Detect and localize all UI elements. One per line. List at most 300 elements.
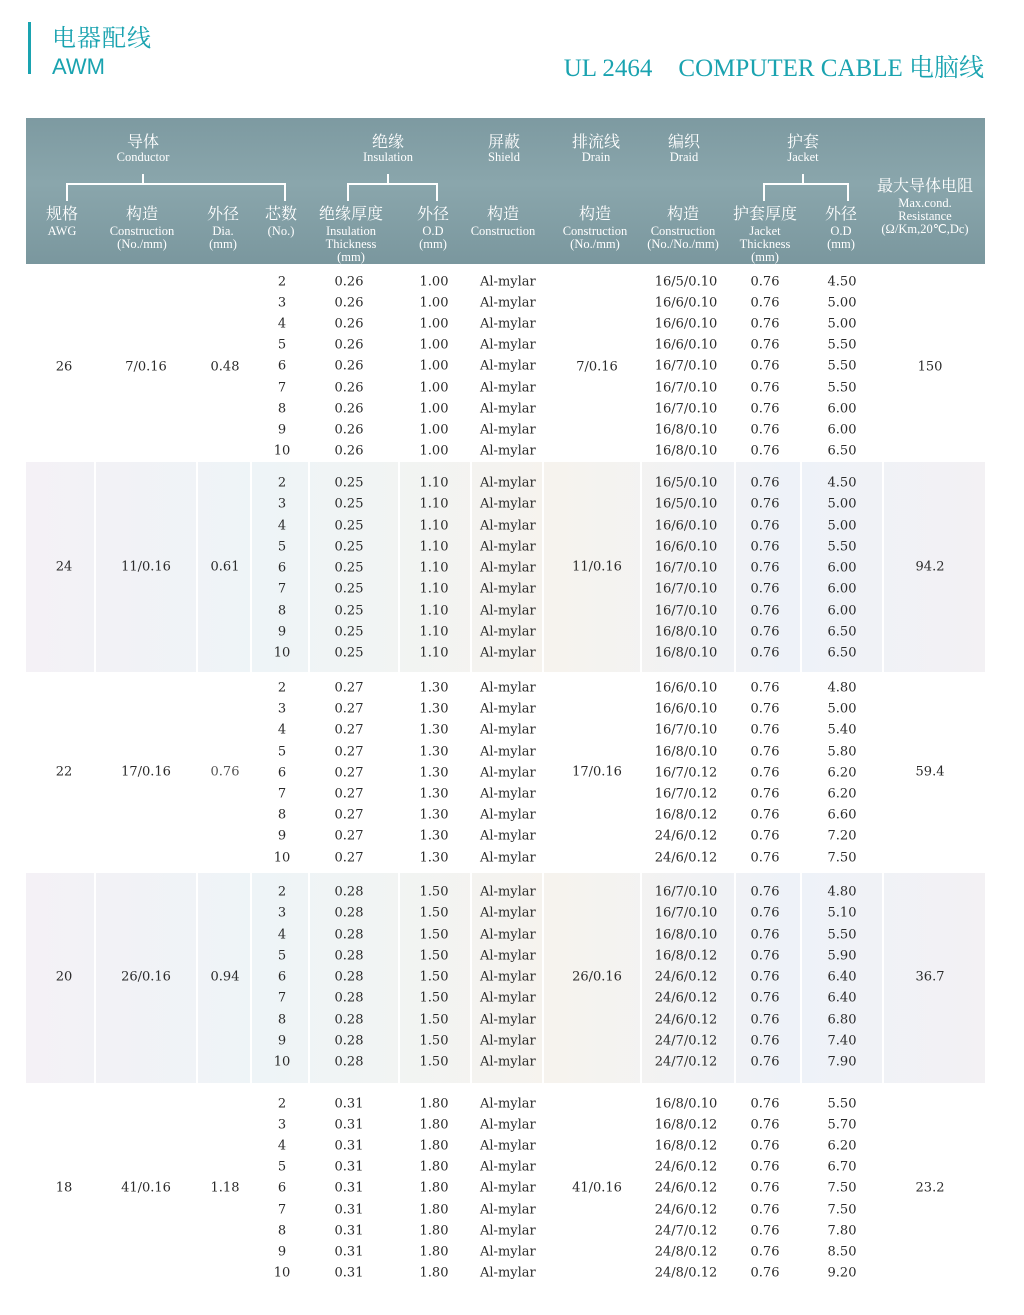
ins-thickness-cell: 0.31 bbox=[334, 1138, 364, 1154]
jacket-od-cell: 7.50 bbox=[827, 1202, 857, 1217]
shield-cell: Al-mylar bbox=[480, 969, 536, 985]
ins-thickness-cell: 0.26 bbox=[334, 274, 364, 290]
column-divider bbox=[470, 462, 472, 672]
jacket-od-cell: 5.40 bbox=[827, 722, 857, 738]
cores-cell: 4 bbox=[277, 722, 287, 738]
conductor-construction-cell: 26/0.16 bbox=[121, 969, 171, 985]
braid-cell: 24/6/0.12 bbox=[654, 1012, 718, 1027]
awg-group-24 bbox=[26, 462, 985, 672]
ins-thickness-cell: 0.25 bbox=[334, 496, 364, 512]
col-header-6-en-0: Construction bbox=[470, 223, 536, 238]
col-header-0-cn: 规格 bbox=[45, 204, 78, 223]
cores-cell: 3 bbox=[277, 701, 287, 717]
category-en: AWM bbox=[52, 54, 105, 79]
jacket-thickness-cell: 0.76 bbox=[750, 358, 780, 374]
drain-construction-cell: 7/0.16 bbox=[576, 359, 618, 375]
jacket-od-cell: 6.00 bbox=[827, 422, 857, 438]
col-header-4-en-1: Thickness bbox=[325, 236, 377, 251]
insulation-group-header-cn: 绝缘 bbox=[371, 132, 404, 151]
braid-cell: 24/7/0.12 bbox=[654, 1223, 718, 1239]
jacket-od-cell: 7.50 bbox=[827, 1180, 857, 1196]
cores-cell: 8 bbox=[277, 401, 287, 417]
awg-group-18 bbox=[26, 1087, 985, 1287]
braid-header bbox=[624, 134, 744, 164]
shield-cell: Al-mylar bbox=[480, 316, 536, 332]
ins-od-cell: 1.50 bbox=[419, 905, 449, 921]
braid-cell: 24/7/0.12 bbox=[654, 1054, 718, 1070]
ins-od-cell: 1.10 bbox=[419, 581, 449, 597]
ins-od-cell: 1.10 bbox=[419, 560, 449, 576]
jacket-od-cell: 8.50 bbox=[827, 1244, 857, 1260]
ins-od-cell: 1.00 bbox=[419, 274, 449, 290]
awg-cell: 22 bbox=[55, 764, 73, 780]
cores-cell: 4 bbox=[277, 1138, 287, 1154]
ins-thickness-cell: 0.27 bbox=[334, 850, 364, 866]
ins-thickness-cell: 0.27 bbox=[334, 701, 364, 717]
shield-cell: Al-mylar bbox=[480, 948, 536, 964]
drain-header-cn: 排流线 bbox=[571, 132, 620, 151]
cores-cell: 10 bbox=[273, 645, 291, 661]
jacket-od-cell: 5.00 bbox=[827, 295, 857, 311]
jacket-od-cell: 7.40 bbox=[827, 1033, 857, 1049]
jacket-thickness-cell: 0.76 bbox=[750, 581, 780, 597]
ins-thickness-cell: 0.31 bbox=[334, 1223, 364, 1239]
braid-cell: 24/8/0.12 bbox=[654, 1244, 718, 1260]
shield-cell: Al-mylar bbox=[480, 722, 536, 738]
insulation-bracket-stem bbox=[387, 174, 389, 184]
ins-thickness-cell: 0.31 bbox=[334, 1180, 364, 1196]
shield-cell: Al-mylar bbox=[480, 884, 536, 900]
ins-od-cell: 1.10 bbox=[419, 624, 449, 640]
braid-cell: 16/8/0.12 bbox=[654, 1138, 718, 1154]
column-divider bbox=[542, 462, 544, 672]
ins-thickness-cell: 0.25 bbox=[334, 518, 364, 533]
ins-thickness-cell: 0.31 bbox=[334, 1202, 364, 1217]
awg-group-22 bbox=[26, 675, 985, 873]
shield-cell: Al-mylar bbox=[480, 744, 536, 760]
ins-od-cell: 1.30 bbox=[419, 765, 449, 781]
col-header-2-en-1: (mm) bbox=[209, 236, 237, 251]
drain-header-en: Drain bbox=[581, 149, 611, 164]
cores-cell: 7 bbox=[277, 786, 287, 802]
braid-cell: 16/7/0.10 bbox=[654, 581, 718, 597]
braid-cell: 16/8/0.10 bbox=[654, 422, 718, 438]
jacket-thickness-cell: 0.76 bbox=[750, 539, 780, 555]
cores-cell: 7 bbox=[277, 990, 287, 1006]
conductor-group-header-cn: 导体 bbox=[126, 132, 159, 151]
braid-cell: 16/6/0.10 bbox=[654, 295, 718, 311]
ins-od-cell: 1.00 bbox=[419, 316, 449, 332]
jacket-od-cell: 5.00 bbox=[827, 701, 857, 717]
jacket-od-cell: 5.50 bbox=[827, 358, 857, 374]
cores-cell: 10 bbox=[273, 1054, 291, 1070]
col-header-6-cn: 构造 bbox=[486, 204, 519, 223]
jacket-thickness-cell: 0.76 bbox=[750, 722, 780, 738]
column-divider bbox=[800, 462, 802, 672]
shield-cell: Al-mylar bbox=[480, 539, 536, 555]
resistance-cell: 59.4 bbox=[915, 764, 945, 780]
col-header-7-cn: 构造 bbox=[578, 204, 611, 223]
column-divider bbox=[470, 873, 472, 1083]
col-header-1-en-0: Construction bbox=[109, 223, 175, 238]
jacket-thickness-cell: 0.76 bbox=[750, 337, 780, 353]
ins-od-cell: 1.80 bbox=[419, 1202, 449, 1217]
braid-cell: 24/6/0.12 bbox=[654, 969, 718, 985]
jacket-od-cell: 5.70 bbox=[827, 1117, 857, 1133]
ins-thickness-cell: 0.31 bbox=[334, 1265, 364, 1281]
shield-cell: Al-mylar bbox=[480, 581, 536, 597]
cores-cell: 9 bbox=[277, 624, 287, 640]
braid-header-en: Draid bbox=[669, 149, 699, 164]
ins-thickness-cell: 0.28 bbox=[334, 905, 364, 921]
ins-od-cell: 1.30 bbox=[419, 786, 449, 802]
jacket-od-cell: 6.80 bbox=[827, 1012, 857, 1027]
column-divider bbox=[640, 462, 642, 672]
insulation-bracket bbox=[347, 183, 438, 201]
jacket-od-cell: 7.80 bbox=[827, 1223, 857, 1239]
ins-od-cell: 1.30 bbox=[419, 722, 449, 738]
resistance-cell: 150 bbox=[917, 359, 943, 375]
shield-cell: Al-mylar bbox=[480, 680, 536, 696]
ins-thickness-cell: 0.31 bbox=[334, 1244, 364, 1260]
ins-thickness-cell: 0.25 bbox=[334, 645, 364, 661]
insulation-group-header bbox=[328, 134, 448, 164]
jacket-thickness-cell: 0.76 bbox=[750, 765, 780, 781]
ins-thickness-cell: 0.26 bbox=[334, 422, 364, 438]
jacket-thickness-cell: 0.76 bbox=[750, 1265, 780, 1281]
shield-cell: Al-mylar bbox=[480, 1012, 536, 1027]
cores-cell: 9 bbox=[277, 828, 287, 844]
jacket-bracket bbox=[763, 183, 849, 201]
drain-construction-cell: 17/0.16 bbox=[572, 764, 622, 780]
jacket-od-cell: 6.00 bbox=[827, 401, 857, 417]
col-header-11-en-1: Resistance bbox=[898, 208, 952, 223]
ins-od-cell: 1.10 bbox=[419, 603, 449, 618]
conductor-dia-cell: 0.94 bbox=[210, 969, 240, 985]
braid-cell: 16/8/0.12 bbox=[654, 807, 718, 823]
accent-bar bbox=[28, 22, 31, 74]
col-header-11-en-0: Max.cond. bbox=[898, 195, 952, 210]
col-header-5-en-1: (mm) bbox=[419, 236, 447, 251]
col-header-8-cn: 构造 bbox=[666, 204, 699, 223]
col-header-7-en-0: Construction bbox=[562, 223, 628, 238]
shield-cell: Al-mylar bbox=[480, 560, 536, 576]
shield-cell: Al-mylar bbox=[480, 337, 536, 353]
conductor-construction-cell: 7/0.16 bbox=[125, 359, 167, 375]
jacket-od-cell: 5.00 bbox=[827, 316, 857, 332]
jacket-thickness-cell: 0.76 bbox=[750, 884, 780, 900]
jacket-od-cell: 5.50 bbox=[827, 927, 857, 942]
jacket-thickness-cell: 0.76 bbox=[750, 316, 780, 332]
shield-cell: Al-mylar bbox=[480, 624, 536, 640]
title-text: COMPUTER CABLE 电脑线 bbox=[678, 55, 984, 82]
ins-thickness-cell: 0.28 bbox=[334, 1054, 364, 1070]
jacket-thickness-cell: 0.76 bbox=[750, 807, 780, 823]
ins-thickness-cell: 0.26 bbox=[334, 401, 364, 417]
braid-cell: 16/6/0.10 bbox=[654, 316, 718, 332]
ins-thickness-cell: 0.28 bbox=[334, 948, 364, 964]
column-divider bbox=[196, 462, 198, 672]
ins-thickness-cell: 0.28 bbox=[334, 969, 364, 985]
cores-cell: 6 bbox=[277, 560, 287, 576]
shield-header-en: Shield bbox=[488, 149, 520, 164]
ins-thickness-cell: 0.28 bbox=[334, 990, 364, 1006]
jacket-group-header bbox=[743, 134, 863, 164]
cores-cell: 5 bbox=[277, 948, 287, 964]
ins-thickness-cell: 0.27 bbox=[334, 744, 364, 760]
shield-cell: Al-mylar bbox=[480, 518, 536, 533]
col-header-5-en-0: O.D bbox=[422, 223, 444, 238]
shield-cell: Al-mylar bbox=[480, 1033, 536, 1049]
cores-cell: 5 bbox=[277, 744, 287, 760]
ins-od-cell: 1.00 bbox=[419, 422, 449, 438]
shield-cell: Al-mylar bbox=[480, 1244, 536, 1260]
cores-cell: 9 bbox=[277, 1033, 287, 1049]
conductor-dia-cell: 0.61 bbox=[210, 559, 240, 575]
jacket-od-cell: 5.00 bbox=[827, 518, 857, 533]
jacket-thickness-cell: 0.76 bbox=[750, 518, 780, 533]
col-header-11-en-2: (Ω/Km,20℃,Dc) bbox=[881, 222, 969, 237]
cores-cell: 3 bbox=[277, 1117, 287, 1133]
braid-cell: 16/7/0.12 bbox=[654, 765, 718, 781]
jacket-thickness-cell: 0.76 bbox=[750, 1138, 780, 1154]
column-divider bbox=[800, 873, 802, 1083]
jacket-thickness-cell: 0.76 bbox=[750, 1180, 780, 1196]
braid-cell: 16/7/0.12 bbox=[654, 786, 718, 802]
ins-thickness-cell: 0.26 bbox=[334, 380, 364, 395]
cores-cell: 3 bbox=[277, 496, 287, 512]
jacket-od-cell: 9.20 bbox=[827, 1265, 857, 1281]
shield-cell: Al-mylar bbox=[480, 496, 536, 512]
col-header-4-en-0: Insulation bbox=[326, 223, 376, 238]
jacket-od-cell: 6.70 bbox=[827, 1159, 857, 1175]
column-divider bbox=[640, 873, 642, 1083]
braid-cell: 24/6/0.12 bbox=[654, 828, 718, 844]
jacket-od-cell: 7.50 bbox=[827, 850, 857, 866]
braid-cell: 16/8/0.12 bbox=[654, 948, 718, 964]
ins-od-cell: 1.10 bbox=[419, 496, 449, 512]
jacket-thickness-cell: 0.76 bbox=[750, 295, 780, 311]
col-header-10-en-0: O.D bbox=[830, 223, 852, 238]
jacket-od-cell: 6.50 bbox=[827, 443, 857, 459]
braid-cell: 16/6/0.10 bbox=[654, 337, 718, 353]
braid-cell: 16/6/0.10 bbox=[654, 701, 718, 717]
cores-cell: 3 bbox=[277, 905, 287, 921]
table-header bbox=[26, 118, 985, 264]
ins-od-cell: 1.80 bbox=[419, 1096, 449, 1112]
cores-cell: 4 bbox=[277, 518, 287, 533]
ins-od-cell: 1.80 bbox=[419, 1159, 449, 1175]
jacket-thickness-cell: 0.76 bbox=[750, 624, 780, 640]
shield-cell: Al-mylar bbox=[480, 295, 536, 311]
jacket-thickness-cell: 0.76 bbox=[750, 969, 780, 985]
cores-cell: 5 bbox=[277, 337, 287, 353]
column-divider bbox=[734, 462, 736, 672]
jacket-group-header-cn: 护套 bbox=[786, 132, 819, 151]
jacket-thickness-cell: 0.76 bbox=[750, 380, 780, 395]
ins-od-cell: 1.00 bbox=[419, 443, 449, 459]
braid-cell: 24/6/0.12 bbox=[654, 1180, 718, 1196]
col-header-0-en-0: AWG bbox=[47, 223, 77, 238]
resistance-cell: 94.2 bbox=[915, 559, 945, 575]
shield-cell: Al-mylar bbox=[480, 990, 536, 1006]
jacket-thickness-cell: 0.76 bbox=[750, 1223, 780, 1239]
col-header-10-en-1: (mm) bbox=[827, 236, 855, 251]
ins-thickness-cell: 0.26 bbox=[334, 443, 364, 459]
cores-cell: 2 bbox=[277, 680, 287, 696]
shield-cell: Al-mylar bbox=[480, 422, 536, 438]
col-header-7-en-1: (No./mm) bbox=[570, 236, 620, 251]
braid-cell: 16/8/0.12 bbox=[654, 1117, 718, 1133]
col-header-1-en-1: (No./mm) bbox=[117, 236, 167, 251]
shield-cell: Al-mylar bbox=[480, 1117, 536, 1133]
braid-cell: 24/8/0.12 bbox=[654, 1265, 718, 1281]
jacket-od-cell: 7.20 bbox=[827, 828, 857, 844]
column-divider bbox=[94, 873, 96, 1083]
ins-od-cell: 1.00 bbox=[419, 337, 449, 353]
braid-cell: 24/6/0.12 bbox=[654, 990, 718, 1006]
ins-thickness-cell: 0.25 bbox=[334, 539, 364, 555]
column-divider bbox=[308, 462, 310, 672]
col-header-4-en-2: (mm) bbox=[337, 250, 365, 265]
ins-od-cell: 1.30 bbox=[419, 744, 449, 760]
cores-cell: 8 bbox=[277, 807, 287, 823]
cores-cell: 6 bbox=[277, 765, 287, 781]
ins-od-cell: 1.50 bbox=[419, 948, 449, 964]
jacket-od-cell: 6.40 bbox=[827, 969, 857, 985]
col-header-5-cn: 外径 bbox=[416, 204, 449, 223]
cores-cell: 6 bbox=[277, 358, 287, 374]
jacket-od-cell: 6.20 bbox=[827, 786, 857, 802]
ins-thickness-cell: 0.27 bbox=[334, 786, 364, 802]
ins-thickness-cell: 0.31 bbox=[334, 1117, 364, 1133]
braid-cell: 16/8/0.10 bbox=[654, 927, 718, 942]
resistance-cell: 36.7 bbox=[915, 969, 945, 985]
model-number: UL 2464 bbox=[563, 55, 653, 82]
ins-od-cell: 1.00 bbox=[419, 295, 449, 311]
ins-od-cell: 1.80 bbox=[419, 1138, 449, 1154]
jacket-thickness-cell: 0.76 bbox=[750, 645, 780, 661]
awg-cell: 26 bbox=[55, 359, 73, 375]
jacket-od-cell: 5.50 bbox=[827, 337, 857, 353]
braid-cell: 16/8/0.10 bbox=[654, 645, 718, 661]
col-header-9-en-0: Jacket bbox=[749, 223, 781, 238]
ins-od-cell: 1.50 bbox=[419, 969, 449, 985]
jacket-thickness-cell: 0.76 bbox=[750, 744, 780, 760]
ins-od-cell: 1.00 bbox=[419, 358, 449, 374]
jacket-thickness-cell: 0.76 bbox=[750, 850, 780, 866]
jacket-thickness-cell: 0.76 bbox=[750, 1117, 780, 1133]
braid-cell: 16/8/0.10 bbox=[654, 744, 718, 760]
jacket-od-cell: 6.40 bbox=[827, 990, 857, 1006]
cores-cell: 2 bbox=[277, 1096, 287, 1112]
col-header-2-en-0: Dia. bbox=[212, 223, 234, 238]
awg-cell: 24 bbox=[55, 559, 73, 575]
page-title bbox=[564, 48, 984, 84]
ins-thickness-cell: 0.28 bbox=[334, 1033, 364, 1049]
jacket-thickness-cell: 0.76 bbox=[750, 560, 780, 576]
braid-cell: 24/6/0.12 bbox=[654, 1159, 718, 1175]
braid-cell: 16/7/0.10 bbox=[654, 884, 718, 900]
ins-od-cell: 1.10 bbox=[419, 518, 449, 533]
ins-od-cell: 1.30 bbox=[419, 680, 449, 696]
shield-cell: Al-mylar bbox=[480, 1180, 536, 1196]
jacket-thickness-cell: 0.76 bbox=[750, 990, 780, 1006]
ins-od-cell: 1.00 bbox=[419, 401, 449, 417]
jacket-thickness-cell: 0.76 bbox=[750, 1096, 780, 1112]
col-header-8-en-1: (No./No./mm) bbox=[647, 236, 719, 251]
conductor-bracket-stem bbox=[142, 174, 144, 184]
jacket-thickness-cell: 0.76 bbox=[750, 948, 780, 964]
cores-cell: 10 bbox=[273, 850, 291, 866]
jacket-thickness-cell: 0.76 bbox=[750, 1244, 780, 1260]
cores-cell: 4 bbox=[277, 316, 287, 332]
cores-cell: 5 bbox=[277, 539, 287, 555]
braid-cell: 16/5/0.10 bbox=[654, 496, 718, 512]
awg-group-20 bbox=[26, 873, 985, 1083]
jacket-thickness-cell: 0.76 bbox=[750, 496, 780, 512]
braid-cell: 24/6/0.12 bbox=[654, 850, 718, 866]
ins-od-cell: 1.80 bbox=[419, 1244, 449, 1260]
jacket-od-cell: 4.50 bbox=[827, 274, 857, 290]
conductor-dia-cell: 0.48 bbox=[210, 359, 240, 375]
braid-cell: 16/7/0.10 bbox=[654, 401, 718, 417]
col-header-3-cn: 芯数 bbox=[264, 204, 297, 223]
shield-cell: Al-mylar bbox=[480, 1096, 536, 1112]
braid-cell: 16/8/0.10 bbox=[654, 443, 718, 459]
shield-cell: Al-mylar bbox=[480, 475, 536, 491]
ins-thickness-cell: 0.25 bbox=[334, 603, 364, 618]
ins-od-cell: 1.80 bbox=[419, 1265, 449, 1281]
shield-cell: Al-mylar bbox=[480, 401, 536, 417]
cores-cell: 2 bbox=[277, 274, 287, 290]
braid-cell: 16/5/0.10 bbox=[654, 274, 718, 290]
jacket-thickness-cell: 0.76 bbox=[750, 603, 780, 618]
jacket-od-cell: 5.10 bbox=[827, 905, 857, 921]
braid-cell: 16/5/0.10 bbox=[654, 475, 718, 491]
braid-cell: 16/7/0.10 bbox=[654, 722, 718, 738]
column-divider bbox=[398, 873, 400, 1083]
insulation-group-header-en: Insulation bbox=[363, 149, 413, 164]
conductor-group-header bbox=[83, 134, 203, 164]
ins-thickness-cell: 0.28 bbox=[334, 1012, 364, 1027]
conductor-construction-cell: 11/0.16 bbox=[121, 559, 171, 575]
col-header-8-en-0: Construction bbox=[650, 223, 716, 238]
shield-cell: Al-mylar bbox=[480, 905, 536, 921]
column-divider bbox=[94, 462, 96, 672]
ins-thickness-cell: 0.25 bbox=[334, 560, 364, 576]
column-divider bbox=[882, 462, 884, 672]
ins-od-cell: 1.10 bbox=[419, 539, 449, 555]
col-header-10-cn: 外径 bbox=[824, 204, 857, 223]
ins-od-cell: 1.30 bbox=[419, 701, 449, 717]
category-cn: 电器配线 bbox=[52, 24, 152, 52]
jacket-thickness-cell: 0.76 bbox=[750, 1012, 780, 1027]
jacket-od-cell: 5.50 bbox=[827, 1096, 857, 1112]
cores-cell: 9 bbox=[277, 422, 287, 438]
ins-thickness-cell: 0.27 bbox=[334, 722, 364, 738]
shield-cell: Al-mylar bbox=[480, 358, 536, 374]
braid-cell: 16/6/0.10 bbox=[654, 518, 718, 533]
cores-cell: 6 bbox=[277, 969, 287, 985]
jacket-thickness-cell: 0.76 bbox=[750, 1033, 780, 1049]
jacket-group-header-en: Jacket bbox=[787, 149, 819, 164]
braid-cell: 16/7/0.10 bbox=[654, 380, 718, 395]
jacket-thickness-cell: 0.76 bbox=[750, 828, 780, 844]
cores-cell: 10 bbox=[273, 1265, 291, 1281]
shield-cell: Al-mylar bbox=[480, 1223, 536, 1239]
shield-cell: Al-mylar bbox=[480, 1159, 536, 1175]
